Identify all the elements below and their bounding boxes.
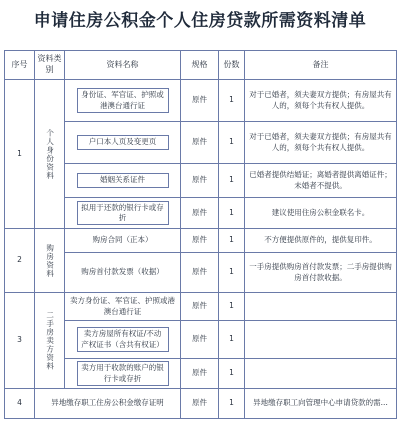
- item-note: 一手房提供购房首付款发票；二手房提供购房首付款收据。: [245, 253, 397, 293]
- table-row: [5, 293, 397, 321]
- group-seq: 3: [5, 293, 35, 389]
- header-seq: 序号: [5, 51, 35, 80]
- table-row: [5, 389, 397, 419]
- item-name: 购房合同（正本）: [65, 229, 181, 253]
- item-spec: 原件: [181, 80, 219, 122]
- table-row: [5, 80, 397, 122]
- item-qty: 1: [219, 359, 245, 389]
- item-qty: 1: [219, 122, 245, 164]
- item-spec: 原件: [181, 253, 219, 293]
- item-qty: 1: [219, 293, 245, 321]
- item-name: [65, 122, 181, 164]
- item-note: 异地缴存职工向管理中心申请贷款的需...: [245, 389, 397, 419]
- item-name: 卖方身份证、军官证、护照或港澳台通行证: [65, 293, 181, 321]
- table-row: [5, 229, 397, 253]
- item-name-box: 拟用于还款的银行卡或存折: [77, 201, 169, 225]
- item-name-box: 卖方房屋所有权证/不动产权证书（含共有权证）: [77, 327, 169, 351]
- item-spec: 原件: [181, 293, 219, 321]
- category-label: 购房资料: [45, 243, 55, 278]
- item-spec: 原件: [181, 321, 219, 359]
- item-note: 建议使用住房公积金联名卡。: [245, 198, 397, 229]
- materials-table: [4, 50, 397, 419]
- item-note: [245, 293, 397, 321]
- item-qty: 1: [219, 229, 245, 253]
- item-spec: 原件: [181, 164, 219, 198]
- item-name: 异地缴存职工住房公积金缴存证明: [35, 389, 181, 419]
- item-note: 对于已婚者，须夫妻双方提供；有房屋共有人的，须每个共有权人提供。: [245, 80, 397, 122]
- group-category: [35, 293, 65, 389]
- item-spec: 原件: [181, 229, 219, 253]
- item-note: 已婚者提供结婚证；离婚者提供离婚证件；未婚者不提供。: [245, 164, 397, 198]
- header-name: 资料名称: [65, 51, 181, 80]
- item-spec: 原件: [181, 389, 219, 419]
- item-qty: 1: [219, 253, 245, 293]
- item-qty: 1: [219, 389, 245, 419]
- item-spec: 原件: [181, 359, 219, 389]
- item-name-box: 身份证、军官证、护照或港澳台通行证: [77, 88, 169, 112]
- item-spec: 原件: [181, 198, 219, 229]
- category-label: 个人身份资料: [45, 128, 55, 180]
- item-spec: 原件: [181, 122, 219, 164]
- item-name: [65, 359, 181, 389]
- item-note: 对于已婚者，须夫妻双方提供；有房屋共有人的，须每个共有权人提供。: [245, 122, 397, 164]
- header-category: 资料类别: [35, 51, 65, 80]
- item-note: 不方便提供原件的，提供复印件。: [245, 229, 397, 253]
- header-qty: 份数: [219, 51, 245, 80]
- group-category: [35, 229, 65, 293]
- item-note: [245, 321, 397, 359]
- table-header-row: [5, 51, 397, 80]
- group-seq: 1: [5, 80, 35, 229]
- group-seq: 4: [5, 389, 35, 419]
- document-title: 申请住房公积金个人住房贷款所需资料清单: [33, 11, 367, 31]
- item-name-box: 户口本人页及变更页: [77, 135, 169, 149]
- item-name-box: 婚姻关系证件: [77, 173, 169, 187]
- item-qty: 1: [219, 321, 245, 359]
- item-name: [65, 198, 181, 229]
- item-name-box: 卖方用于收款的账户的银行卡或存折: [77, 361, 169, 385]
- item-note: [245, 359, 397, 389]
- item-name: [65, 80, 181, 122]
- item-name: [65, 164, 181, 198]
- item-name: 购房首付款发票（收据）: [65, 253, 181, 293]
- item-qty: 1: [219, 164, 245, 198]
- category-label: 二手房卖方资料: [45, 310, 55, 371]
- group-seq: 2: [5, 229, 35, 293]
- item-qty: 1: [219, 198, 245, 229]
- header-note: 备注: [245, 51, 397, 80]
- item-qty: 1: [219, 80, 245, 122]
- group-category: [35, 80, 65, 229]
- header-spec: 规格: [181, 51, 219, 80]
- item-name: [65, 321, 181, 359]
